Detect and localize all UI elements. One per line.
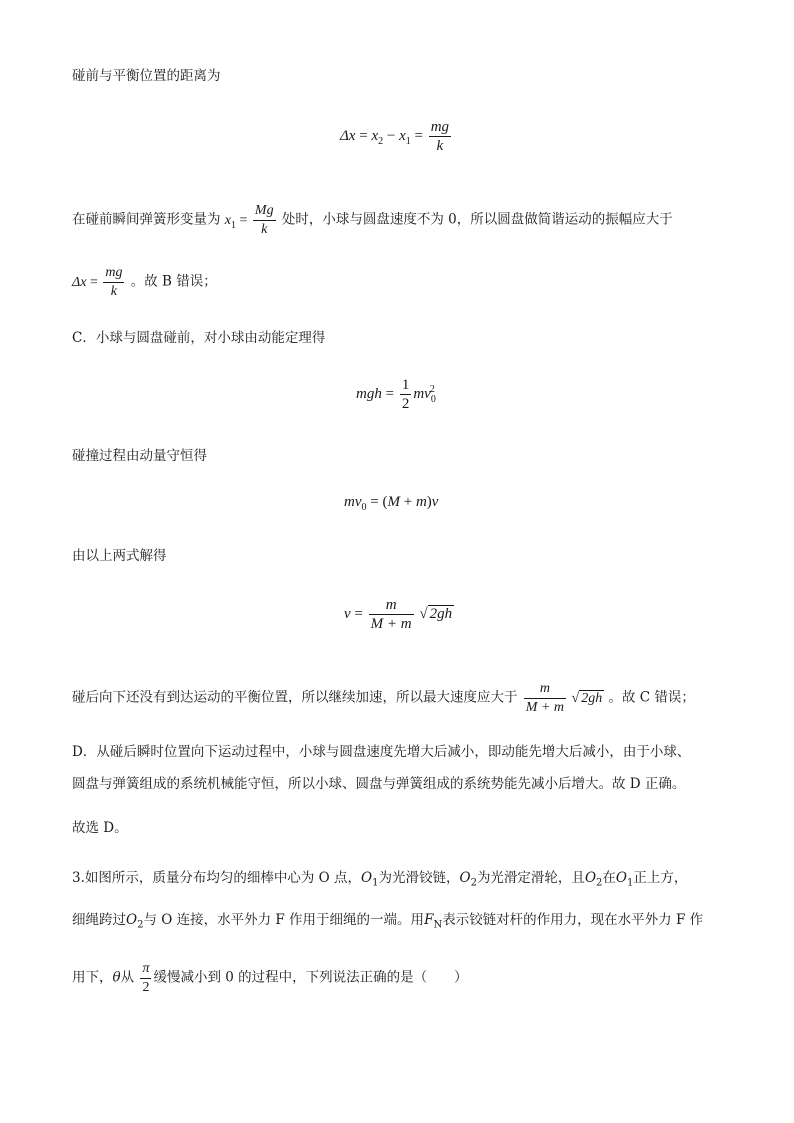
text-line: 在碰前瞬间弹簧形变量为 $x_1$ = $\frac{Mg}{k}$ 处时，小球与圆盘速度不为 0，所以圆盘做简谐运动的振幅应大于 <box>72 203 673 237</box>
text-line: 碰后向下还没有到达运动的平衡位置，所以继续加速，所以最大速度应大于 $\frac{m}{M + m}$ √ 2gh 。故 C 错误； <box>72 681 695 715</box>
equation-energy: mgh = $\frac{1}{2}$ $mv_0^2$ <box>356 377 436 412</box>
text-line: 碰撞过程由动量守恒得 <box>72 448 207 464</box>
text-line: C．小球与圆盘碰前，对小球由动能定理得 <box>72 330 326 346</box>
equation-momentum: $mv_0 = (M + m)v$ <box>344 494 439 513</box>
text-line: Δx = $\frac{mg}{k}$ 。故 B 错误； <box>72 265 217 299</box>
text-line: 圆盘与弹簧组成的系统机械能守恒，所以小球、圆盘与弹簧组成的系统势能先减小后增大。故 D 正确。 <box>72 776 686 792</box>
text-line: 碰前与平衡位置的距离为 <box>72 68 221 84</box>
text-line: 故选 D。 <box>72 820 128 836</box>
equation-velocity: v = $\frac{m}{M + m}$ √ 2gh <box>344 597 453 632</box>
text-line: 由以上两式解得 <box>72 548 167 564</box>
equation-delta-x: $\Delta x = x_2 - x_1$ = $\frac{mg}{k}$ <box>340 119 450 154</box>
text-line: D．从碰后瞬时位置向下运动过程中，小球与圆盘速度先增大后减小，即动能先增大后减小，由于小球、 <box>72 744 691 760</box>
question-3-line-1: 3.如图所示，质量分布均匀的细棒中心为 O 点，$O_1$为光滑铰链，$O_2$为光滑定滑轮，且$O_2$在$O_1$正上方， <box>72 870 688 889</box>
question-3-line-3: 用下，θ从 $\frac{\pi}{2}$ 缓慢减小到 0 的过程中，下列说法正确的是（ ） <box>72 961 468 995</box>
question-3-line-2: 细绳跨过$O_2$与 O 连接，水平外力 F 作用于细绳的一端。用$F_N$表示铰链对杆的作用力，现在水平外力 F 作 <box>72 912 704 931</box>
